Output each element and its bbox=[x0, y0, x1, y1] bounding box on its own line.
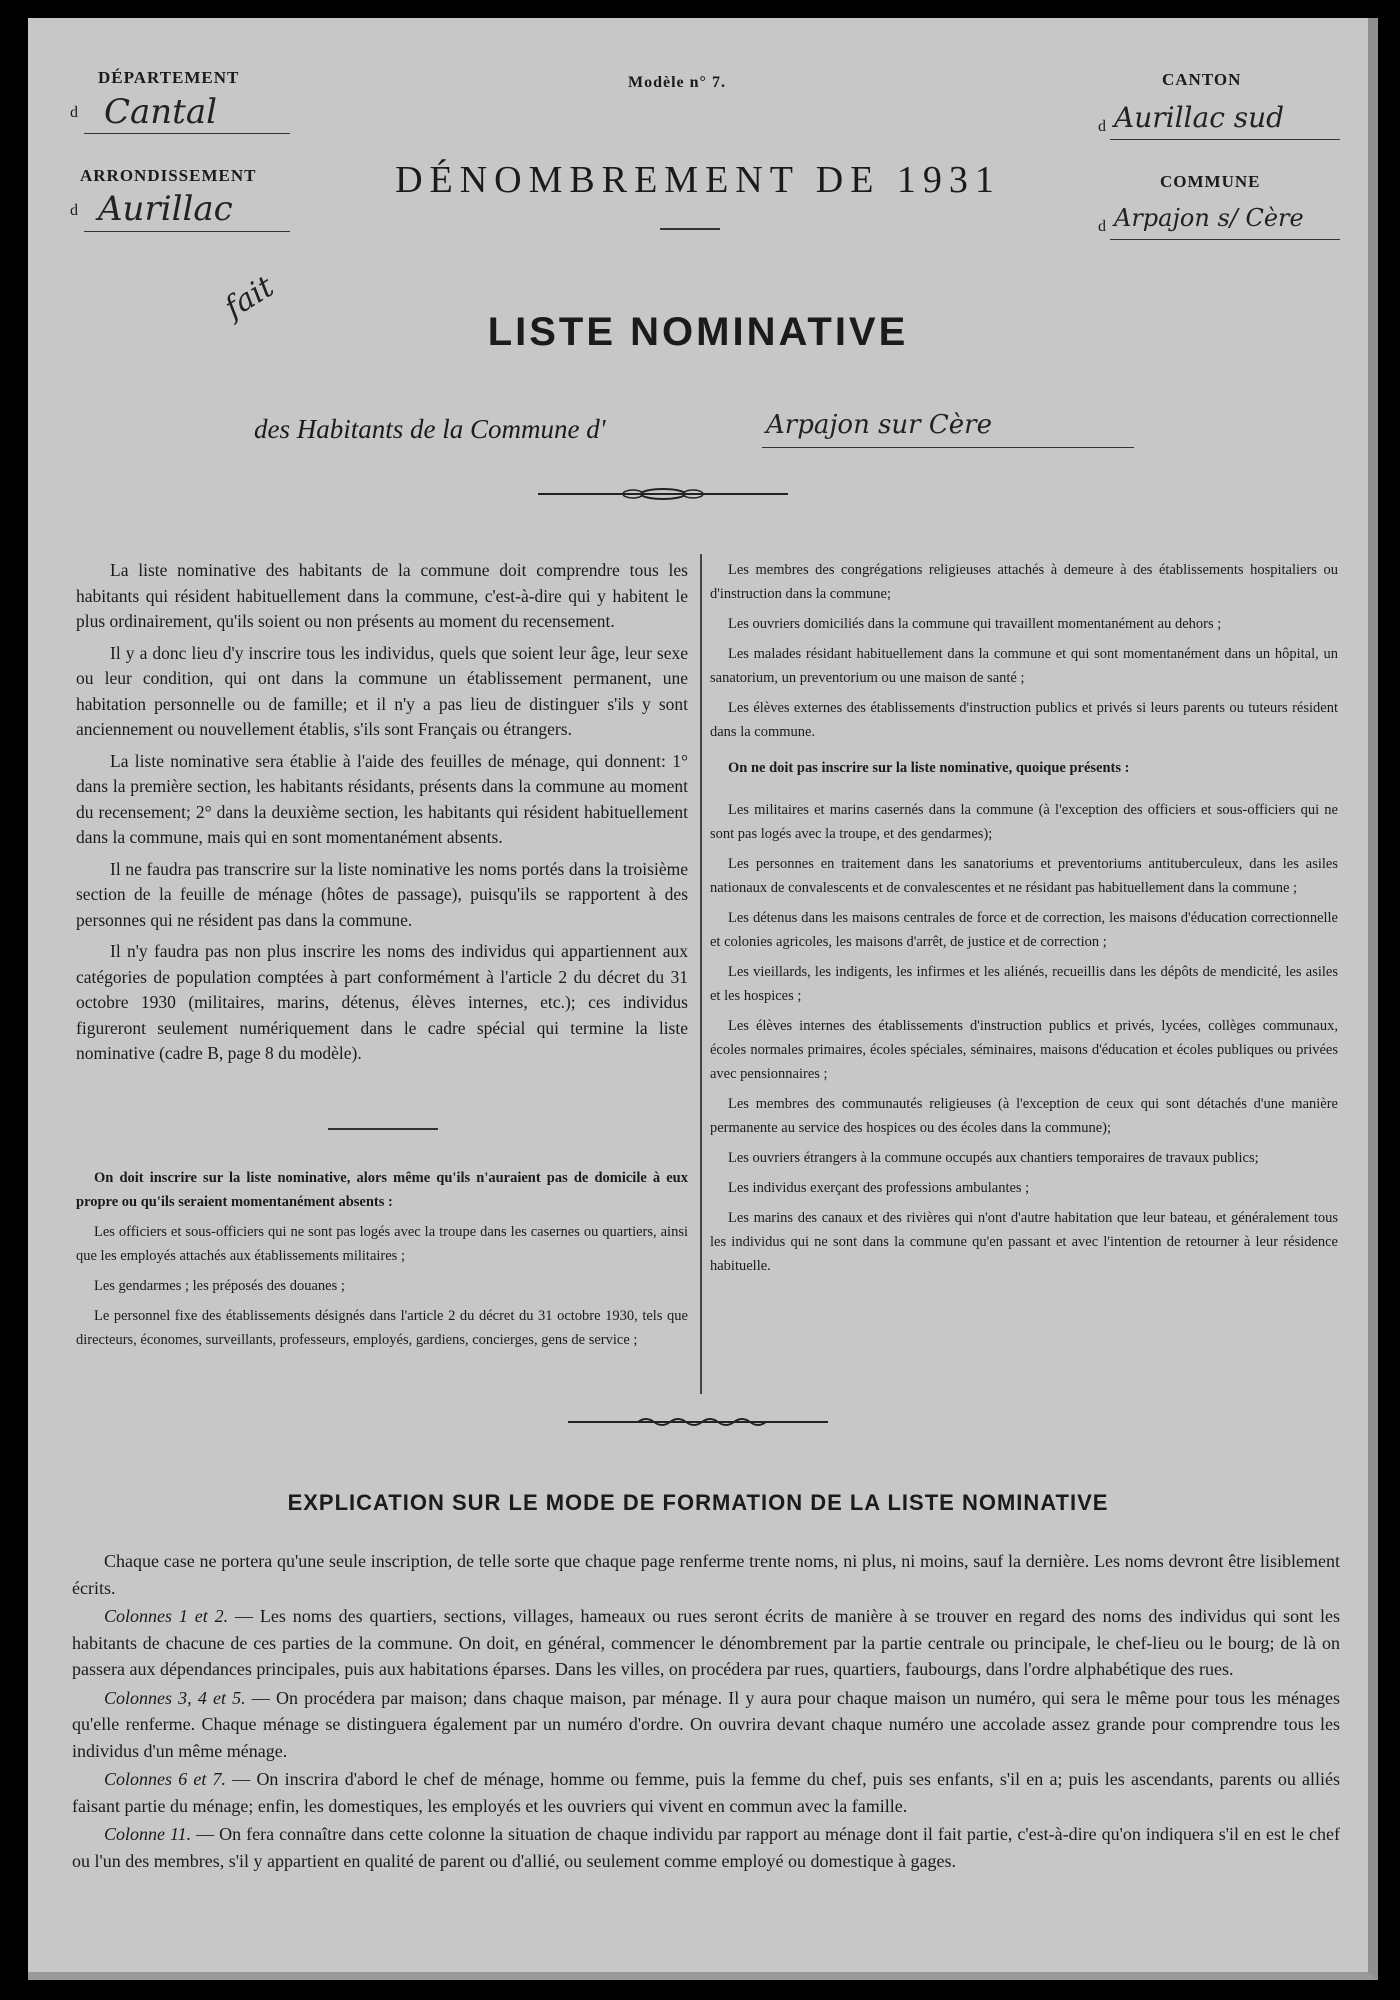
left-section-rule bbox=[328, 1128, 438, 1130]
page-title: DÉNOMBREMENT DE 1931 bbox=[395, 159, 1001, 201]
column-text: — Les noms des quartiers, sections, villages, hameaux ou rues seront écrits de manière à se trouver en regard des noms des individus qui sont les habitants de chacune de ces parties de la commune. On doit, en général, commencer le dénombrement par la partie centrale ou principale, le chef-lieu ou le bourg; de là on passera aux dépendances principales, puis aux habitations éparses. Dans les villes, on procédera par rues, quartiers, faubourgs, dans l'ordre alphabétique des rues. bbox=[72, 1606, 1340, 1679]
column-label: Colonne 11. bbox=[104, 1824, 192, 1844]
handwritten-annotation: fait bbox=[218, 269, 281, 326]
departement-label: DÉPARTEMENT bbox=[98, 68, 240, 87]
inscribe-item: Les malades résidant habituellement dans la commune et qui sont momentanément dans un hôpital, un sanatorium, un preventorium ou une maison de santé ; bbox=[710, 646, 1338, 686]
left-inscribe-section bbox=[76, 1166, 688, 1358]
inscribe-item: Les officiers et sous-officiers qui ne sont pas logés avec la troupe dans les casernes ou quartiers, ainsi que les employés attachés aux établissements militaires ; bbox=[76, 1224, 688, 1264]
habitants-line bbox=[254, 410, 1154, 454]
departement-value: Cantal bbox=[84, 90, 290, 134]
left-paragraph: La liste nominative sera établie à l'aide des feuilles de ménage, qui donnent: 1° dans la première section, les habitants résidants, présents dans la commune au moment du recensement; 2° dans la deuxième section, les habitants qui résident habituellement dans la commune, mais qui en sont momentanément absents. bbox=[76, 750, 688, 847]
inscribe-item: Le personnel fixe des établissements désignés dans l'article 2 du décret du 31 octobre 1930, tels que directeurs, économes, surveillants, professeurs, employés, gardiens, concierges, gens de service ; bbox=[76, 1308, 688, 1348]
exclude-item: Les ouvriers étrangers à la commune occupés aux chantiers temporaires de travaux publics; bbox=[728, 1150, 1259, 1166]
explication-item bbox=[72, 1603, 1340, 1683]
column-label: Colonnes 3, 4 et 5. bbox=[104, 1687, 246, 1708]
ornament-divider bbox=[538, 486, 788, 502]
commune-label: COMMUNE bbox=[1160, 172, 1261, 191]
canton-value: Aurillac sud bbox=[1110, 96, 1340, 140]
exclude-item: Les détenus dans les maisons centrales de force et de correction, les maisons d'éducation correctionnelle et colonies agricoles, les maisons d'arrêt, de justice et de correction ; bbox=[710, 910, 1338, 950]
explication-item bbox=[72, 1766, 1340, 1819]
title-rule bbox=[660, 228, 720, 230]
inscribe-item: Les élèves externes des établissements d'instruction publics et privés si leurs parents ou tuteurs résident dans la commune. bbox=[710, 700, 1338, 740]
exclude-item: Les personnes en traitement dans les sanatoriums et preventoriums antituberculeux, dans les asiles nationaux de convalescents et de convalescentes et ne résidant pas habituellement dans la commune ; bbox=[710, 856, 1338, 896]
commune-prefix: d bbox=[1098, 218, 1106, 235]
commune-name-value: Arpajon sur Cère bbox=[762, 402, 1134, 448]
canton-prefix: d bbox=[1098, 118, 1106, 135]
inscribe-heading: On doit inscrire sur la liste nominative, alors même qu'ils n'auraient pas de domicile à eux propre ou qu'ils seraient momentanément absents : bbox=[76, 1170, 688, 1210]
column-text: — On procédera par maison; dans chaque maison, par ménage. Il y aura pour chaque maison un numéro, qui sera le même pour tous les ménages qu'elle renferme. Chaque ménage se distinguera également par un numéro d'ordre. On ouvrira devant chaque numéro une accolade assez grande pour comprendre tous les individus d'un même ménage. bbox=[72, 1687, 1340, 1761]
left-paragraph: Il n'y faudra pas non plus inscrire les noms des individus qui appartiennent aux catégories de population comptées à part conformément à l'article 2 du décret du 31 octobre 1930 (militaires, marins, détenus, élèves internes, etc.); ces individus figureront seulement numériquement dans le cadre spécial qui termine la liste nominative (cadre B, page 8 du modèle). bbox=[76, 941, 688, 1063]
departement-prefix: d bbox=[70, 104, 78, 121]
column-label: Colonnes 1 et 2. bbox=[104, 1606, 229, 1626]
column-label: Colonnes 6 et 7. bbox=[104, 1769, 227, 1789]
ornament-divider bbox=[568, 1414, 828, 1430]
exclude-item: Les membres des communautés religieuses (à l'exception de ceux qui sont détachés d'une manière permanente au service des hospices ou des écoles dans la commune); bbox=[710, 1096, 1338, 1136]
habitants-label: des Habitants de la Commune d' bbox=[254, 414, 606, 444]
column-text: — On fera connaître dans cette colonne la situation de chaque individu par rapport au ménage dont il fait partie, c'est-à-dire qu'on indiquera s'il en est le chef ou l'un des membres, s'il y appartient en qualité de parent ou d'allié, ou seulement comme employé ou domestique à gages. bbox=[72, 1824, 1340, 1871]
arrondissement-prefix: d bbox=[70, 202, 78, 219]
exclude-item: Les marins des canaux et des rivières qui n'ont d'autre habitation que leur bateau, et généralement tous les individus qui ne sont dans la commune qu'en passant et avec l'intention de retourner à leur résidence habituelle. bbox=[710, 1210, 1338, 1274]
column-text: — On inscrira d'abord le chef de ménage, homme ou femme, puis la femme du chef, puis ses enfants, s'il en a; puis les ascendants, parents ou alliés faisant partie du ménage; enfin, les domestiques, les employés et les ouvriers qui vivent en commun avec la famille. bbox=[72, 1769, 1340, 1816]
left-paragraph: Il ne faudra pas transcrire sur la liste nominative les noms portés dans la troisième section de la feuille de ménage (hôtes de passage), puisqu'ils se rapportent à des personnes qui ne résident pas dans la commune. bbox=[76, 858, 688, 930]
explication-title: EXPLICATION SUR LE MODE DE FORMATION DE LA LISTE NOMINATIVE bbox=[287, 1490, 1109, 1515]
census-page bbox=[28, 18, 1378, 1980]
explication-intro: Chaque case ne portera qu'une seule inscription, de telle sorte que chaque page renferme trente noms, ni plus, ni moins, sauf la dernière. Les noms devront être lisiblement écrits. bbox=[72, 1551, 1340, 1598]
liste-title: LISTE NOMINATIVE bbox=[487, 310, 909, 354]
explication-item bbox=[72, 1685, 1340, 1765]
exclude-item: Les vieillards, les indigents, les infirmes et les aliénés, recueillis dans les dépôts de mendicité, les asiles et les hospices ; bbox=[710, 964, 1338, 1004]
explication-text bbox=[72, 1548, 1340, 1876]
commune-value: Arpajon s/ Cère bbox=[1110, 196, 1340, 240]
canton-label: CANTON bbox=[1162, 70, 1242, 89]
inscribe-item: Les gendarmes ; les préposés des douanes ; bbox=[94, 1278, 345, 1294]
exclude-item: Les individus exerçant des professions ambulantes ; bbox=[728, 1180, 1030, 1196]
exclude-item: Les élèves internes des établissements d'instruction publics et privés, lycées, collèges communaux, écoles normales primaires, écoles spéciales, séminaires, maisons d'éducation et écoles publiques ou privées avec pensionnaires ; bbox=[710, 1018, 1338, 1082]
exclude-item: Les militaires et marins casernés dans la commune (à l'exception des officiers et sous-officiers qui ne sont pas logés avec la troupe, et des gendarmes); bbox=[710, 802, 1338, 842]
right-column-text bbox=[710, 558, 1338, 1284]
inscribe-item: Les ouvriers domiciliés dans la commune qui travaillent momentanément au dehors ; bbox=[728, 616, 1222, 632]
explication-item bbox=[72, 1821, 1340, 1874]
column-divider bbox=[700, 554, 702, 1394]
inscribe-item: Les membres des congrégations religieuses attachés à demeure à des établissements hospitaliers ou d'instruction dans la commune; bbox=[710, 562, 1338, 602]
left-column-text bbox=[76, 558, 688, 1073]
arrondissement-label: ARRONDISSEMENT bbox=[80, 166, 257, 185]
left-paragraph: La liste nominative des habitants de la commune doit comprendre tous les habitants qui résident habituellement dans la commune, c'est-à-dire qui y habitent le plus ordinairement, qu'ils soient ou non présents au moment du recensement. bbox=[76, 560, 688, 631]
modele-number: Modèle n° 7. bbox=[628, 74, 726, 91]
arrondissement-value: Aurillac bbox=[84, 186, 290, 232]
left-paragraph: Il y a donc lieu d'y inscrire tous les individus, quels que soient leur âge, leur sexe ou leur condition, qui ont dans la commune un établissement permanent, une habitation personnelle ou de famille; et il n'y a pas lieu de distinguer s'ils y sont anciennement ou nouvellement établis, s'ils sont Français ou étrangers. bbox=[76, 642, 688, 739]
exclude-heading: On ne doit pas inscrire sur la liste nominative, quoique présents : bbox=[728, 760, 1130, 776]
